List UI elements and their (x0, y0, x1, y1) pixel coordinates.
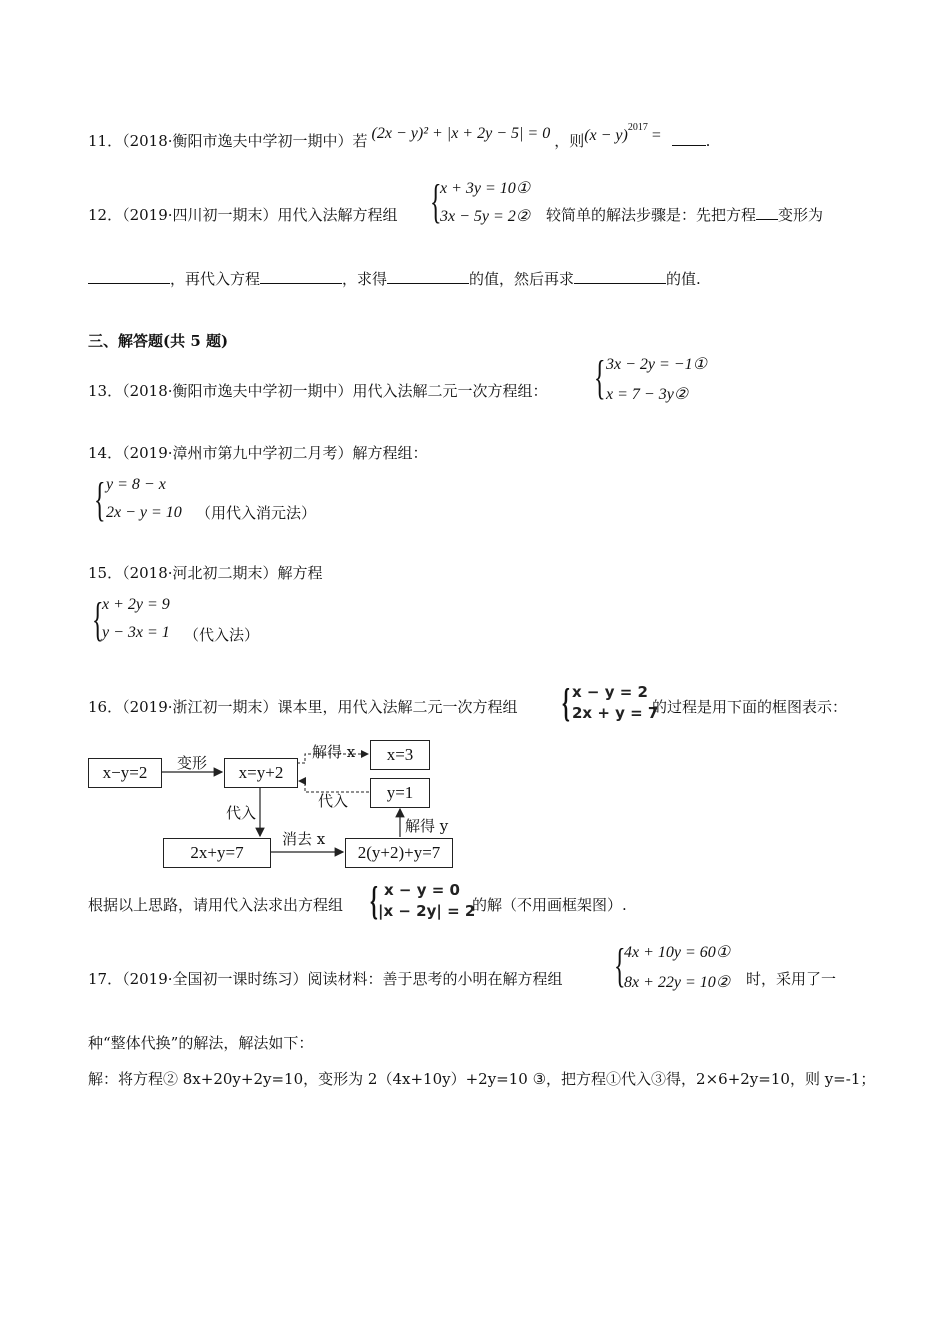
q13-brace: { (594, 351, 606, 404)
q17-brace: { (614, 939, 626, 992)
q12-text-c: 的值，然后再求 (469, 270, 575, 288)
q16-source: （2019·浙江初一期末）课本里，用代入法解二元一次方程组 (122, 698, 518, 716)
q17-system (614, 940, 754, 998)
q16-follow-pre: 根据以上思路，请用代入法求出方程组 (88, 896, 344, 914)
q16-follow-post: 的解（不用画框架图）. (472, 896, 627, 914)
q14-eq1: y = 8 − x (106, 476, 166, 493)
label-solve-x: 解得 x (312, 743, 356, 761)
q16-eq1: x − y = 2 (572, 683, 648, 701)
q11-source: （2018·衡阳市逸夫中学初一期中）若 (122, 132, 368, 150)
q17-line3: 解：将方程② 8x+20y+2y=10，变形为 2（4x+10y）+2y=10 ③，把方程①代入③得，2×6+2y=10，则 y=-1； (88, 1070, 876, 1088)
q15-note: （代入法） (184, 626, 260, 644)
q12-number: 12． (88, 206, 123, 224)
q11-then: ，则 (554, 132, 585, 150)
q15-source: （2018·河北初二期末）解方程 (122, 564, 323, 582)
q17-number: 17． (88, 970, 123, 988)
q11-equals: = (647, 127, 661, 144)
q16-follow-eq1: x − y = 0 (384, 881, 460, 899)
label-transform: 变形 (177, 754, 208, 772)
q12-text-a: ，再代入方程 (170, 270, 261, 288)
box-x-minus-y: x−y=2 (88, 758, 162, 788)
q12-text-d: 的值. (666, 270, 701, 288)
q14-brace: { (94, 473, 106, 526)
box-second-equation: 2x+y=7 (163, 838, 271, 868)
q13-source: （2018·衡阳市逸夫中学初一期中）用代入法解二元一次方程组： (122, 382, 548, 400)
q12-text-b: ，求得 (342, 270, 388, 288)
q16-follow-system (370, 880, 474, 924)
q11-period: . (705, 132, 711, 150)
q11-exponent: 2017 (627, 122, 648, 133)
q11-number: 11． (88, 132, 123, 150)
q13-eq2: x = 7 − 3y② (606, 386, 689, 403)
q15-eq1: x + 2y = 9 (102, 596, 170, 613)
box-x-value: x=3 (370, 740, 430, 770)
q14-eq2: 2x − y = 10 (106, 504, 182, 521)
q14-note: （用代入消元法） (196, 504, 317, 522)
section-heading: 三、解答题(共 5 题) (88, 332, 229, 350)
q13-number: 13． (88, 382, 123, 400)
q12-eq2: 3x − 5y = 2② (440, 208, 531, 225)
q16-follow-brace: { (370, 878, 378, 923)
q17-eq2: 8x + 22y = 10② (624, 974, 731, 991)
label-solve-y: 解得 y (405, 817, 449, 835)
q12-eq1: x + 3y = 10① (440, 180, 531, 197)
q17-eq1: 4x + 10y = 60① (624, 944, 731, 961)
q17-lead (88, 968, 563, 989)
label-substitute-down: 代入 (226, 804, 257, 822)
q12-brace: { (430, 175, 442, 228)
q16-number: 16． (88, 698, 123, 716)
q15-brace: { (92, 593, 104, 646)
label-substitute-in: 代入 (318, 792, 349, 810)
q13-eq1: 3x − 2y = −1① (606, 356, 707, 373)
q12-source: （2019·四川初一期末）用代入法解方程组 (122, 206, 398, 224)
q12-after-text: 较简单的解法步骤是：先把方程 (546, 206, 757, 224)
q16-follow-eq2: |x − 2y| = 2 (378, 902, 476, 920)
q12-after-text2: 变形为 (778, 206, 824, 224)
q15-number: 15． (88, 564, 123, 582)
q16-brace: { (562, 680, 570, 725)
box-substituted: 2(y+2)+y=7 (345, 838, 453, 868)
q16-after: 的过程是用下面的框图表示： (652, 698, 848, 716)
q14-number: 14． (88, 444, 123, 462)
q11-expression: (x − y) (584, 127, 628, 144)
box-x-expression: x=y+2 (224, 758, 298, 788)
q15-eq2: y − 3x = 1 (102, 624, 170, 641)
q17-line2: 种“整体代换”的解法，解法如下： (88, 1034, 314, 1052)
q17-after: 时，采用了一 (746, 970, 837, 988)
q17-source: （2019·全国初一课时练习）阅读材料：善于思考的小明在解方程组 (122, 970, 563, 988)
label-eliminate: 消去 x (282, 830, 326, 848)
box-y-value: y=1 (370, 778, 430, 808)
q16-eq2: 2x + y = 7 (572, 704, 659, 722)
q14-source: （2019·漳州市第九中学初二月考）解方程组： (122, 444, 428, 462)
q11-equation: (2x − y)² + |x + 2y − 5| = 0 (371, 125, 551, 142)
